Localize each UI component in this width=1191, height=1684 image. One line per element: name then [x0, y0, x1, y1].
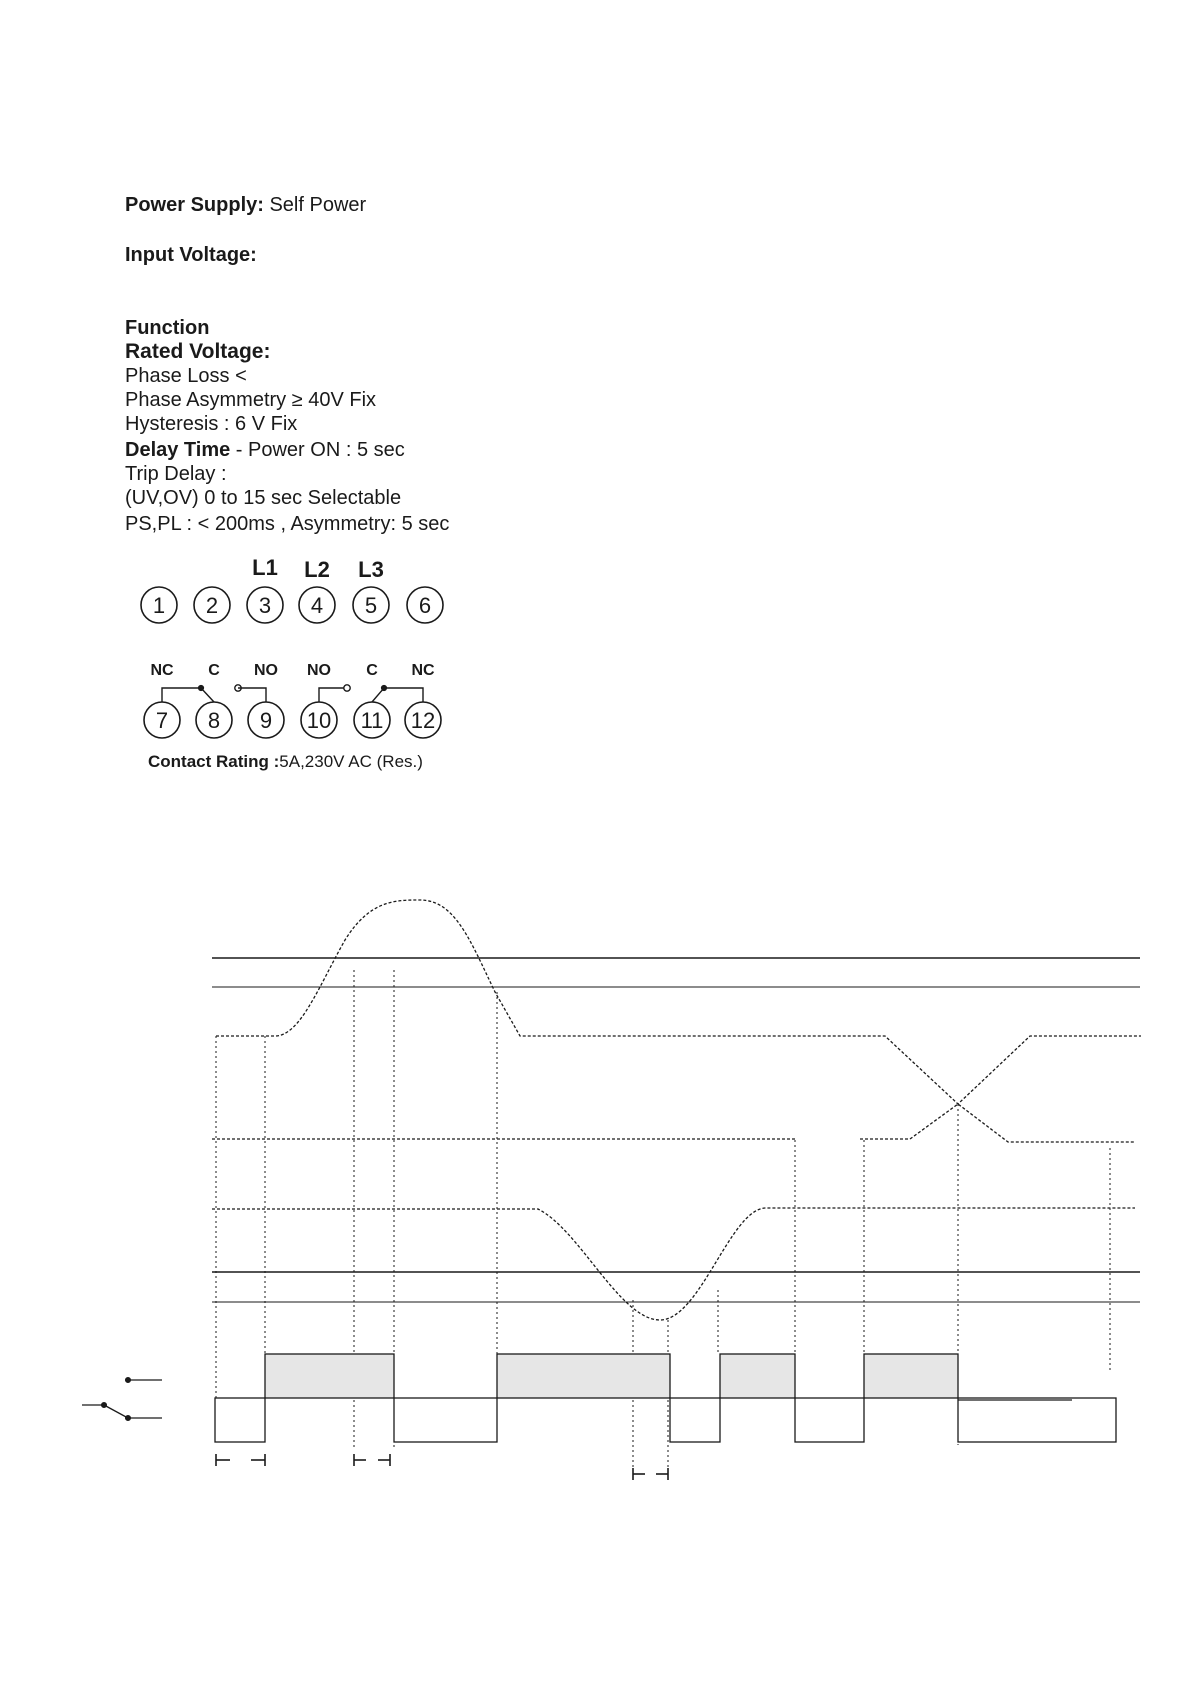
contact-label-c-left: C — [208, 662, 220, 679]
terminal-2-number: 2 — [205, 593, 219, 618]
terminal-10-number: 10 — [306, 708, 332, 733]
relay-deenergized-blocks — [215, 1398, 1116, 1442]
input-voltage-label: Input Voltage: — [125, 244, 257, 266]
delay-brackets — [216, 1454, 668, 1480]
timing-diagram — [0, 880, 1191, 1500]
phase-asymmetry-text: Phase Asymmetry ≥ 40V Fix — [125, 389, 377, 411]
contact-rating-value: 5A,230V AC (Res.) — [279, 752, 423, 771]
delay-time-row — [125, 438, 449, 462]
relay-switch-symbol — [82, 1378, 162, 1421]
contact-label-c-right: C — [366, 662, 378, 679]
terminal-11-number: 11 — [360, 708, 384, 733]
power-supply-value: Self Power — [263, 194, 367, 216]
terminal-3-number: 3 — [258, 593, 272, 618]
relay-energized-blocks — [265, 1354, 958, 1398]
uv-ov-delay-text: (UV,OV) 0 to 15 sec Selectable — [125, 487, 402, 509]
relay-contact-symbols — [162, 685, 423, 702]
terminal-7-number: 7 — [155, 708, 169, 733]
phase-loss-text: Phase Loss < — [125, 365, 247, 387]
delay-time-value: - Power ON : 5 sec — [230, 439, 405, 461]
terminal-5-number: 5 — [364, 593, 378, 618]
terminal-1-number: 1 — [152, 593, 166, 618]
contact-label-nc-right: NC — [411, 662, 435, 679]
phase-voltage-l1-curve — [216, 900, 1141, 1104]
ps-pl-delay-text: PS,PL : < 200ms , Asymmetry: 5 sec — [125, 513, 450, 535]
contact-label-nc-left: NC — [150, 662, 174, 679]
function-label: Function — [125, 317, 210, 339]
rated-voltage-label: Rated Voltage: — [125, 340, 271, 363]
phase-voltage-l3-curve — [212, 1208, 1135, 1320]
terminal-12-number: 12 — [410, 708, 436, 733]
contact-label-no-right: NO — [307, 662, 331, 679]
line-label-l3: L3 — [358, 557, 384, 582]
contact-label-no-left: NO — [254, 662, 278, 679]
specifications — [125, 193, 449, 536]
contact-rating-label: Contact Rating : — [148, 752, 280, 771]
terminal-8-number: 8 — [207, 708, 221, 733]
terminal-9-number: 9 — [259, 708, 273, 733]
trip-delay-text: Trip Delay : — [125, 463, 227, 485]
power-supply-row — [125, 193, 449, 217]
terminal-4-number: 4 — [310, 593, 324, 618]
contact-rating — [148, 752, 423, 772]
delay-time-label: Delay Time — [125, 439, 231, 461]
terminal-6-number: 6 — [418, 593, 432, 618]
phase-voltage-l2-curve — [212, 1104, 1135, 1142]
power-supply-label: Power Supply: — [125, 194, 264, 216]
line-label-l2: L2 — [304, 557, 330, 582]
line-label-l1: L1 — [252, 555, 278, 580]
hysteresis-text: Hysteresis : 6 V Fix — [125, 413, 298, 435]
